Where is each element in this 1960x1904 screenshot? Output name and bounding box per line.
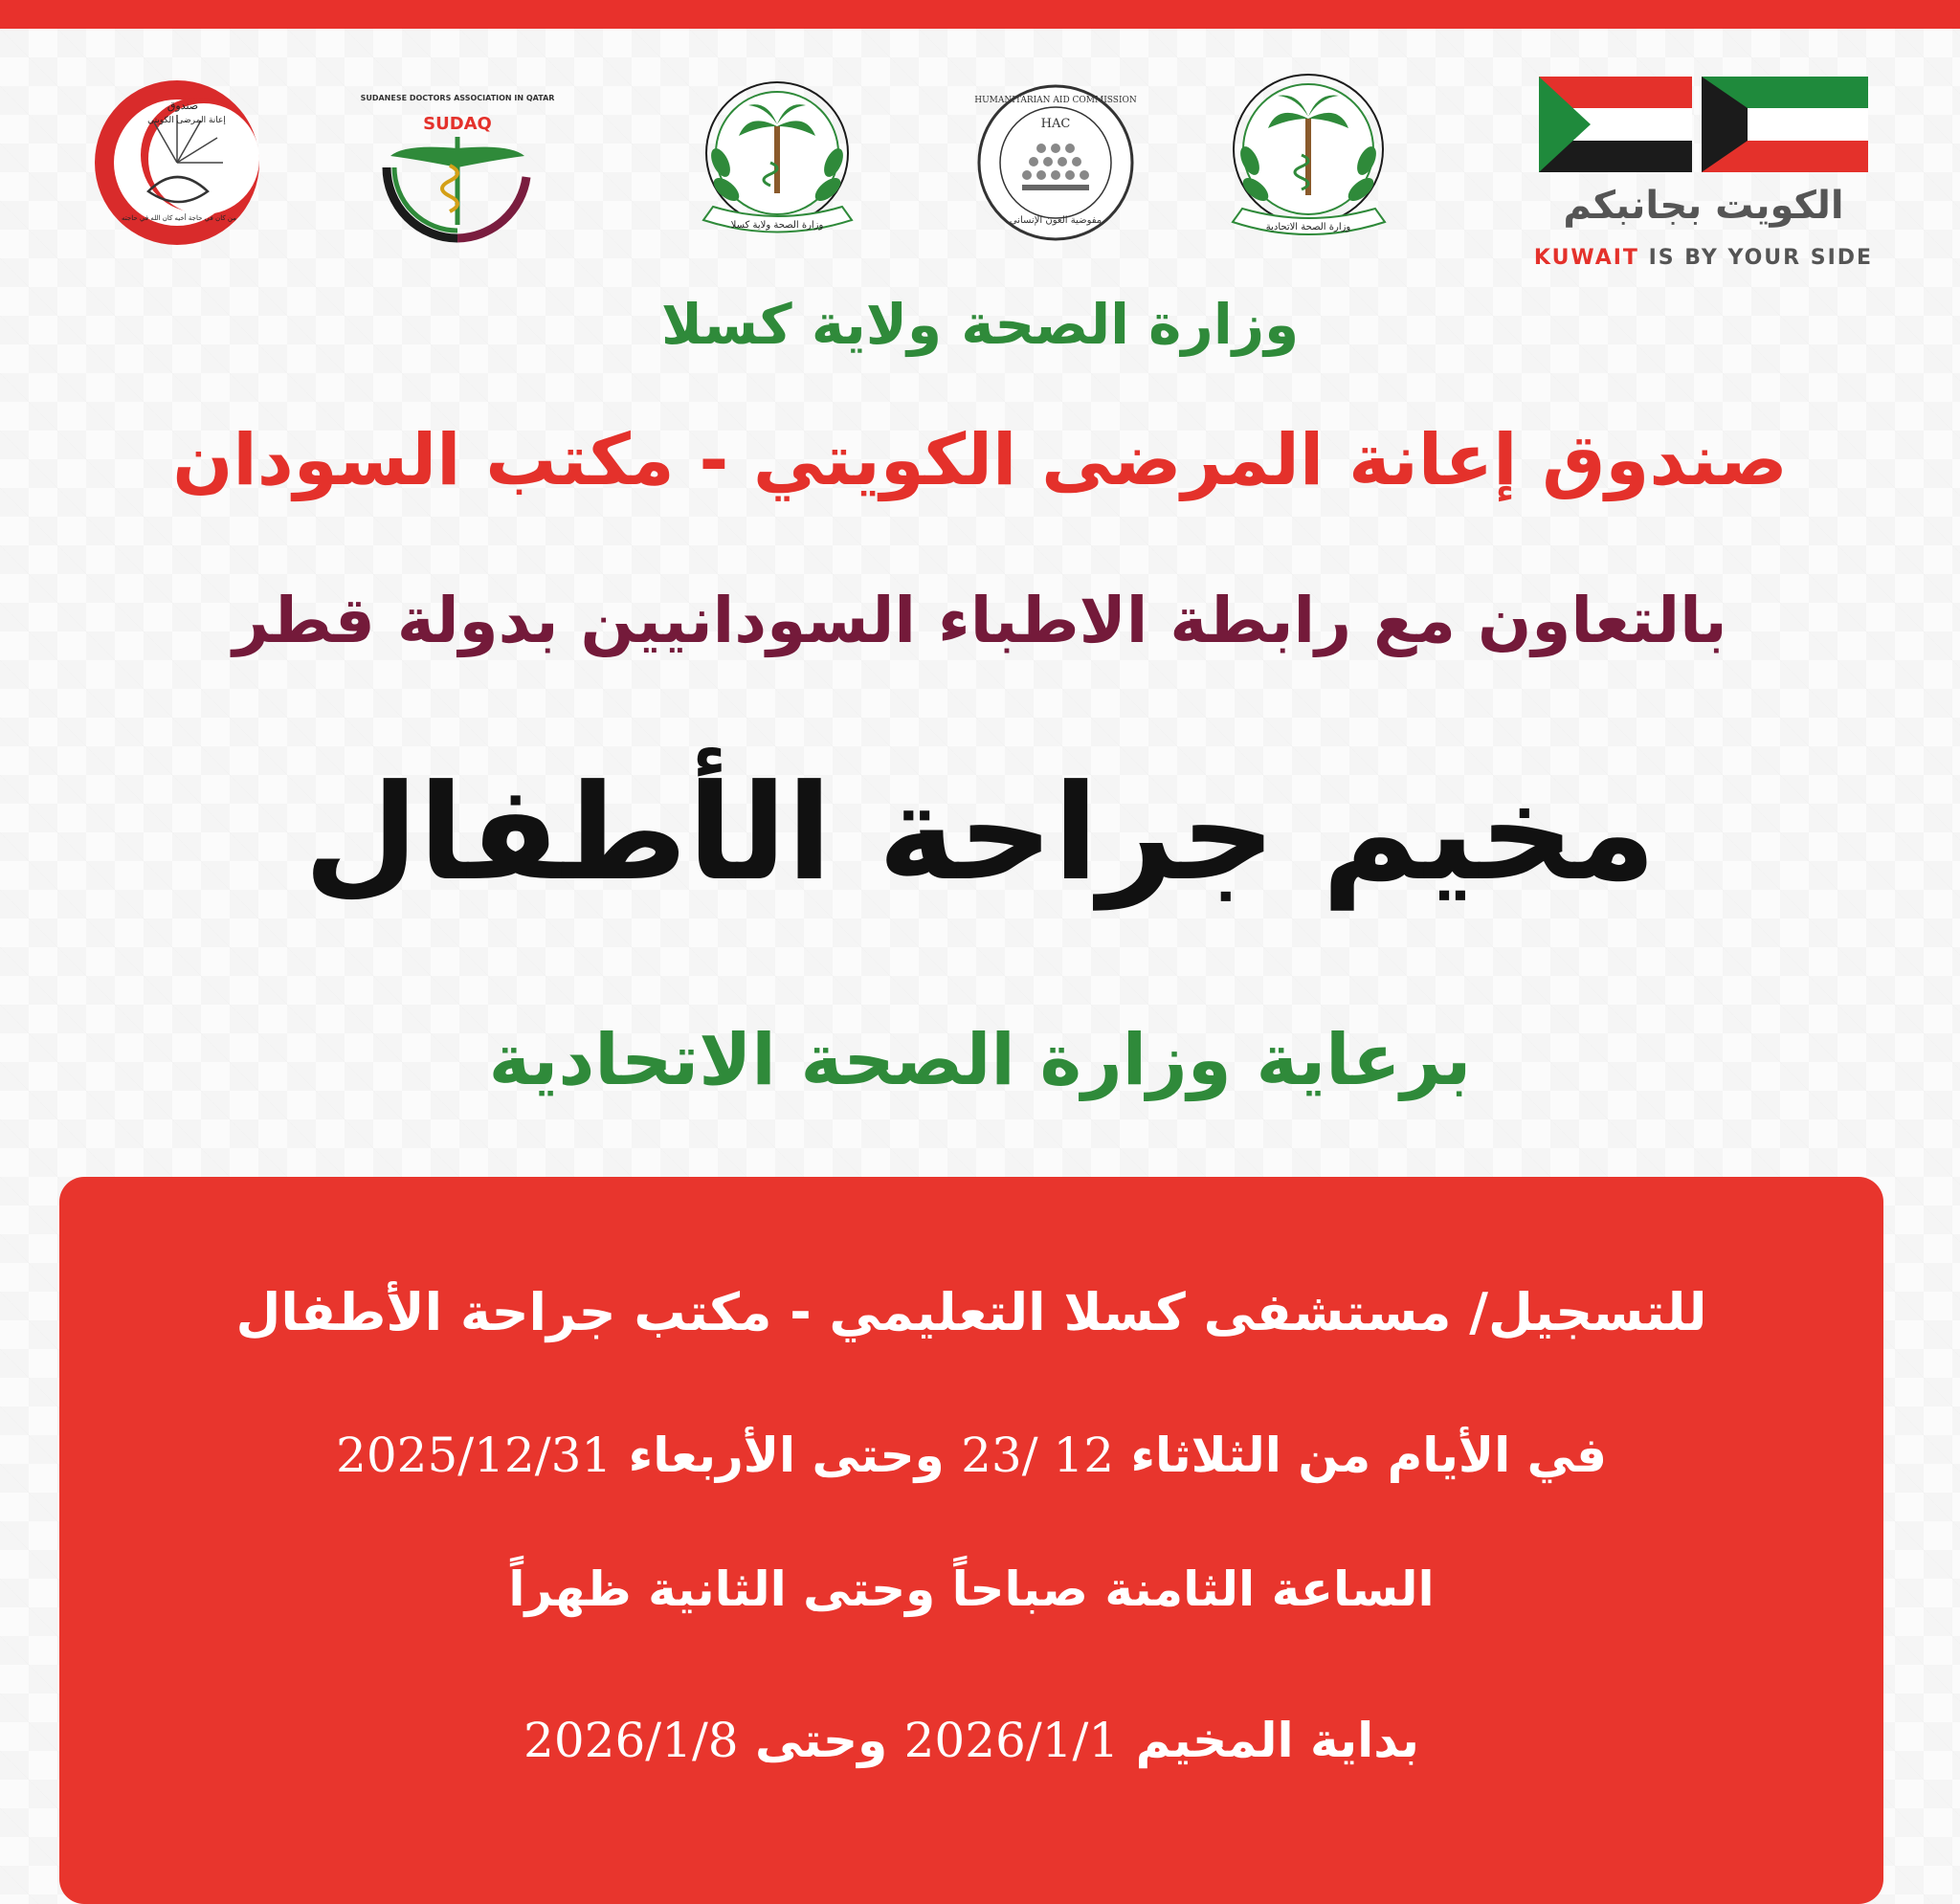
kuwait-campaign-arabic: الكويت بجانبكم — [1563, 184, 1844, 228]
registration-location: للتسجيل/ مستشفى كسلا التعليمي - مكتب جراحة الأطفال — [235, 1282, 1707, 1342]
days-middle: وحتى الأربعاء — [628, 1428, 945, 1483]
camp-start-date: 2026/1/1 — [903, 1713, 1120, 1768]
days-end-date: 2025/12/31 — [336, 1428, 612, 1483]
hac-acronym: HAC — [1040, 117, 1071, 131]
camp-middle: وحتى — [755, 1713, 888, 1768]
hac-logo — [974, 81, 1137, 244]
sponsor-heading: برعاية وزارة الصحة الاتحادية — [488, 1019, 1472, 1101]
svg-text:KUWAIT IS BY YOUR SI — [1534, 246, 1873, 270]
top-accent-bar — [0, 0, 1960, 29]
federal-ministry-logo — [1215, 69, 1402, 255]
kuwait-campaign-english-strong: KUWAIT — [1533, 246, 1639, 270]
kassala-ministry-logo — [684, 77, 871, 249]
kassala-logo-caption: وزارة الصحة ولاية كسلا — [730, 220, 824, 231]
kuwait-by-your-side-logo — [1531, 75, 1876, 276]
sudaq-logo — [360, 91, 555, 244]
fund-heading: صندوق إعانة المرضى الكويتي - مكتب السودان — [172, 419, 1788, 501]
registration-hours: الساعة الثامنة صباحاً وحتى الثانية ظهراً — [508, 1561, 1435, 1617]
kuwait-campaign-english-rest: IS BY YOUR SIDE — [1648, 246, 1874, 270]
fund-seal-motto: من كان في حاجة أخيه كان الله في حاجته — [122, 214, 236, 222]
camp-dates — [59, 1713, 1883, 1768]
days-prefix: في الأيام من الثلاثاء — [1130, 1428, 1607, 1483]
hac-ring-text: HUMANITARIAN AID COMMISSION — [974, 96, 1137, 105]
fund-seal-line1: صندوق — [167, 100, 199, 112]
sudaq-ring-text: SUDANESE DOCTORS ASSOCIATION IN QATAR — [360, 94, 555, 102]
kuwait-flag-icon — [1702, 77, 1868, 172]
sudan-flag-icon — [1539, 77, 1692, 172]
registration-info-box — [59, 1177, 1883, 1904]
camp-end-date: 2026/1/8 — [523, 1713, 739, 1768]
ministry-heading: وزارة الصحة ولاية كسلا — [660, 292, 1300, 357]
sudaq-acronym: SUDAQ — [423, 114, 492, 134]
cooperation-heading: بالتعاون مع رابطة الاطباء السودانيين بدولة قطر — [233, 584, 1727, 657]
camp-title: مخيم جراحة الأطفال — [303, 756, 1657, 910]
fund-seal-line2: إعانة المرضى الكويتي — [147, 116, 226, 125]
hac-arabic-name: مفوضية العون الإنساني — [1009, 215, 1102, 226]
federal-logo-caption: وزارة الصحة الاتحادية — [1265, 222, 1351, 232]
camp-prefix: بداية المخيم — [1135, 1713, 1419, 1768]
days-start-date: 23/ 12 — [961, 1428, 1115, 1483]
registration-days — [59, 1428, 1883, 1483]
kuwait-patients-fund-logo — [91, 77, 263, 249]
